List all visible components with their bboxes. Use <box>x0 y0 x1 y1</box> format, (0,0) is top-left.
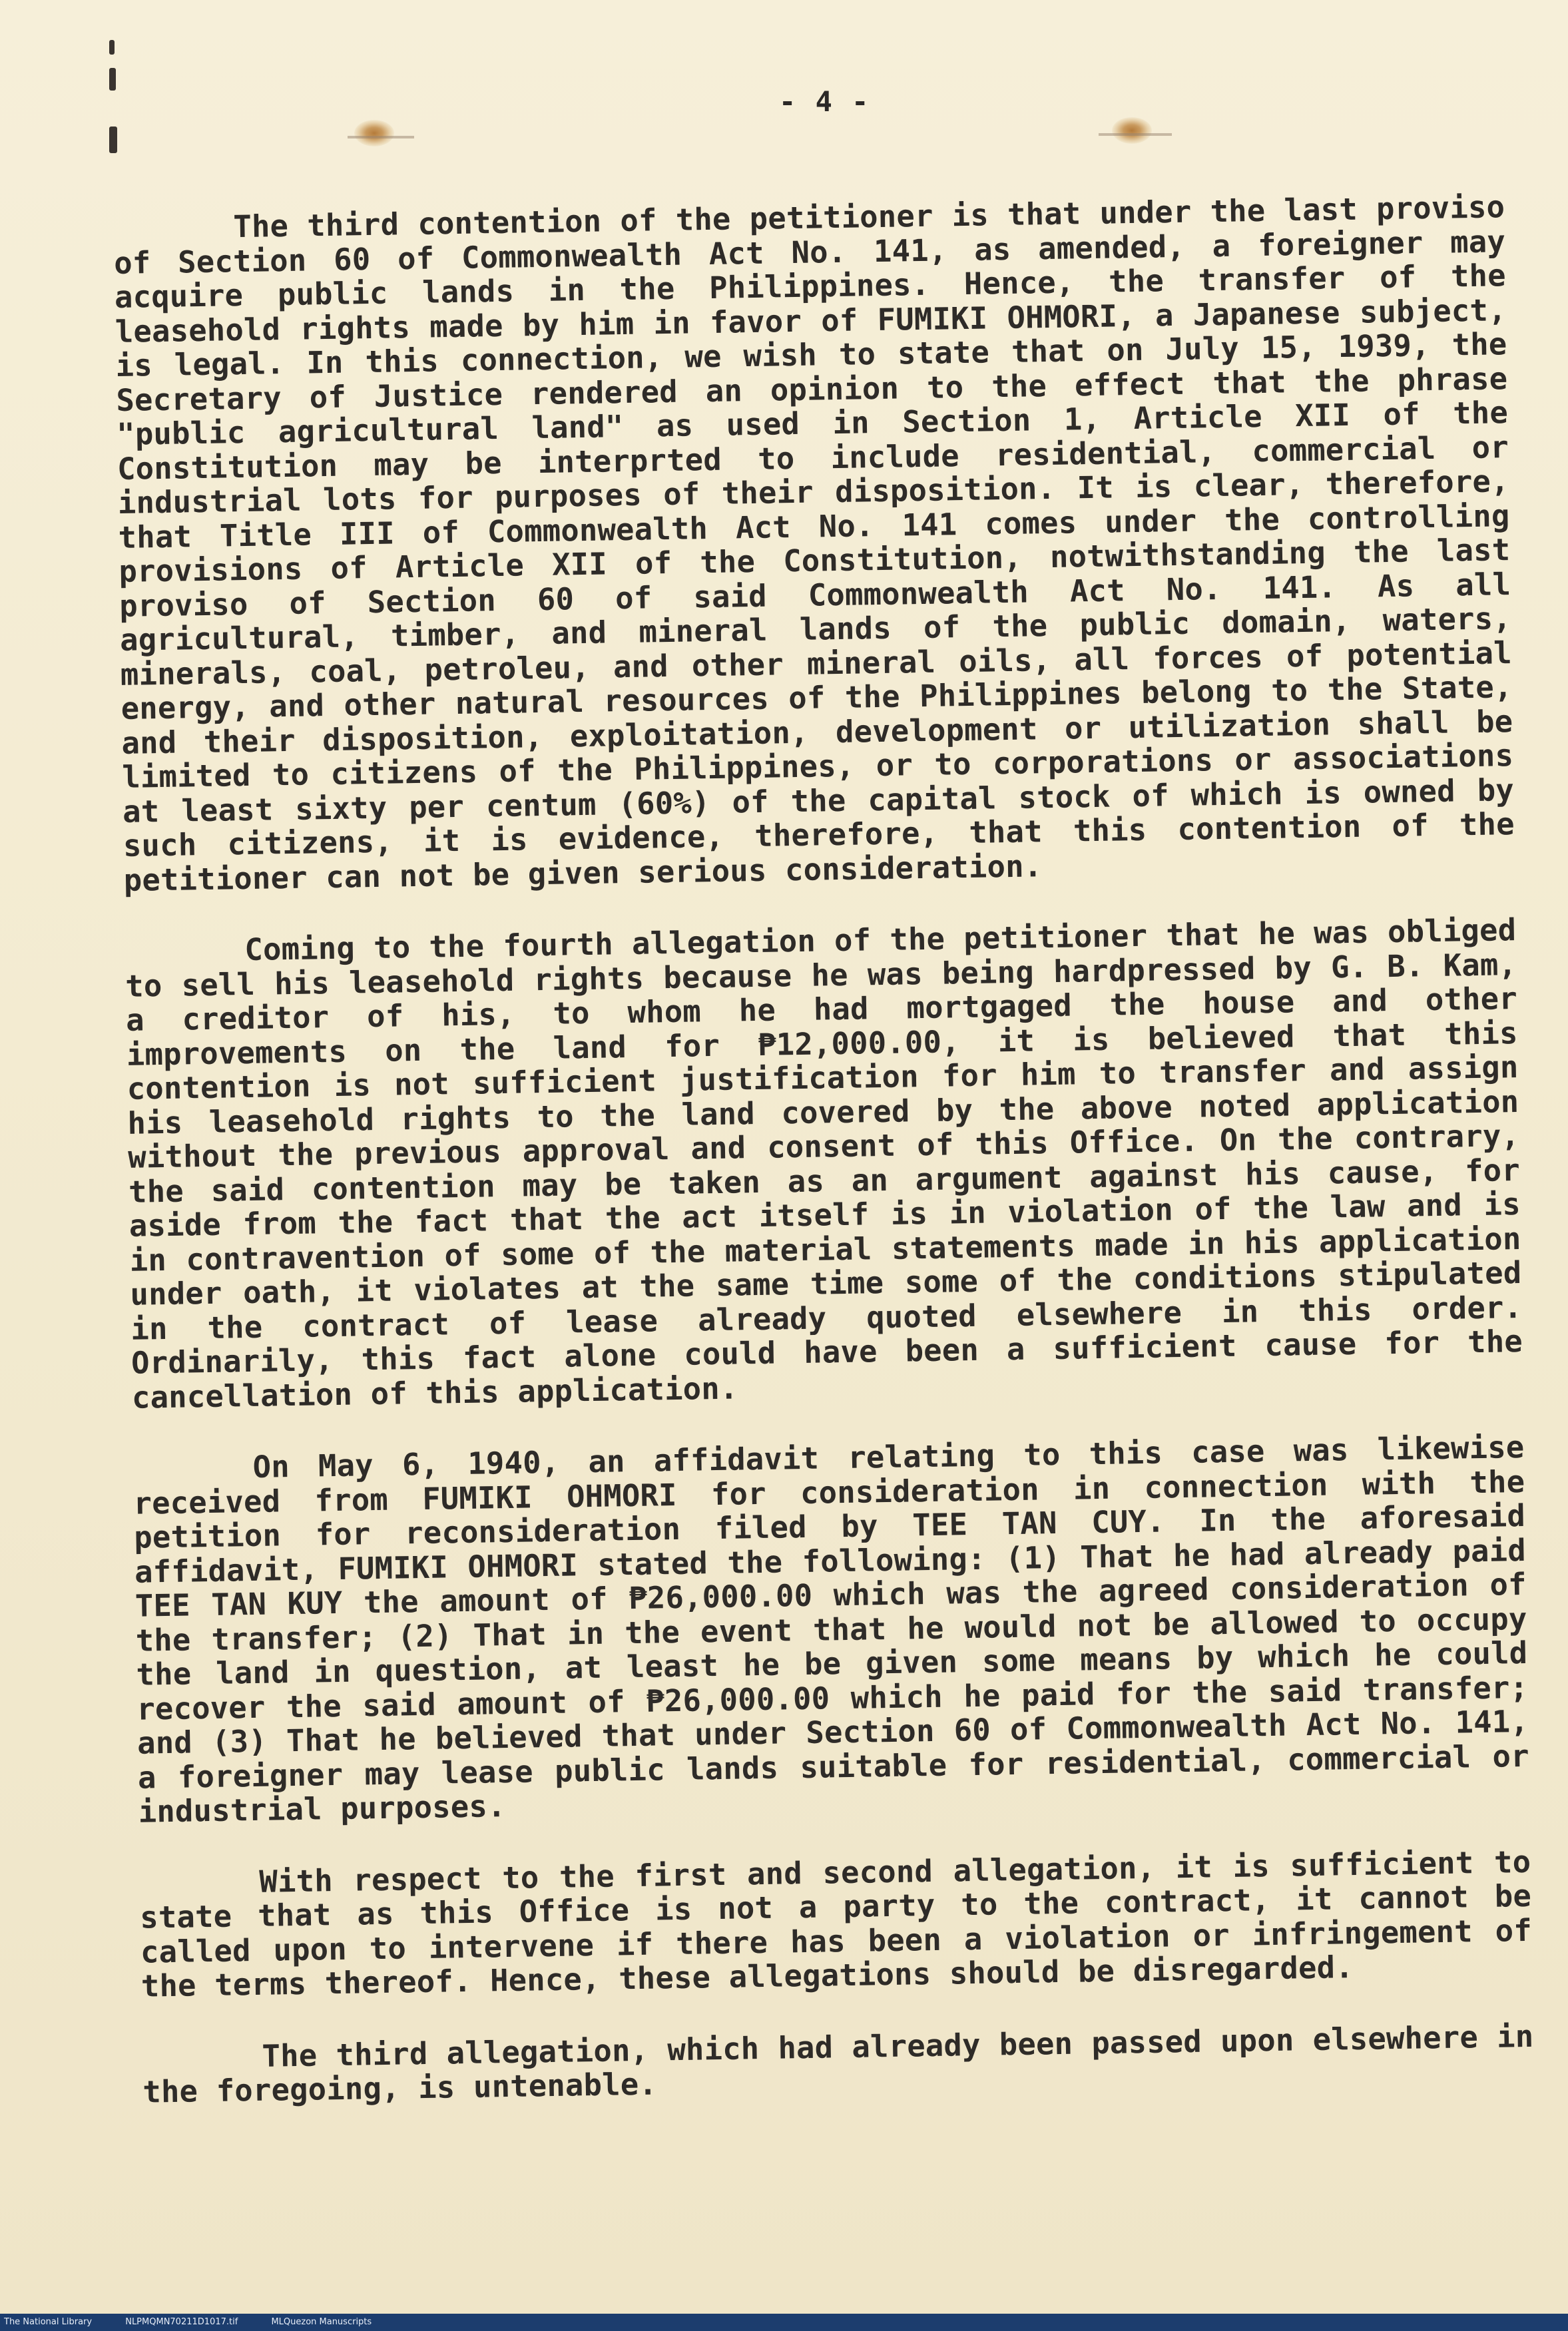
archive-footer-bar <box>0 2314 1568 2331</box>
footer-collection: MLQuezon Manuscripts <box>271 2317 372 2327</box>
document-body <box>113 190 1535 2147</box>
footer-library: The National Library <box>4 2317 93 2327</box>
punch-hole-right-mark <box>1099 133 1172 136</box>
paragraph-fourth-allegation: Coming to the fourth allegation of the petitioner that he was obliged to sell his leasehold rights because he was being hardpressed by G. B. Kam, a creditor of his, to whom he had mortgaged the house and other improvements on the land for ₱12,000.00, it is believed that this contention is not sufficient justification for him to transfer and assign his leasehold rights to the land covered by the above noted application without the previous approval and consent of this Office. On the contrary, the said contention may be taken as an argument against his cause, for aside from the fact that the act itself is in violation of the law and is in contravention of some of the material statements made in his application under oath, it violates at the same time some of the conditions stipulated in the contract of lease already quoted elsewhere in this order. Ordinarily, this fact alone could have been a sufficient cause for the cancellation of this application. <box>125 912 1523 1416</box>
edge-tear-mark <box>109 27 117 160</box>
paragraph-third-allegation: The third allegation, which had already been passed upon elsewhere in the foregoing, is untenable. <box>142 2018 1534 2110</box>
paragraph-affidavit: On May 6, 1940, an affidavit relating to this case was likewise received from FUMIKI OHMORI for consideration in connection with the petition for reconsideration filed by TEE TAN CUY. In the aforesaid affidavit, FUMIKI OHMORI stated the following: (1) That he had already paid TEE TAN KUY the amount of ₱26,000.00 which was the agreed consideration of the transfer; (2) That in the event that he would not be allowed to occupy the land in question, at least he be given some means by which he could recover the said amount of ₱26,000.00 which he paid for the said transfer; and (3) That he believed that under Section 60 of Commonwealth Act No. 141, a foreigner may lease public lands suitable for residential, commercial or industrial purposes. <box>133 1429 1530 1830</box>
punch-hole-left <box>354 120 394 146</box>
page-number: - 4 - <box>779 85 870 118</box>
paragraph-third-contention: The third contention of the petitioner is that under the last proviso of Section 60 of Commonwealth Act No. 141, as amended, a foreigner may acquire public lands in the Philippines. Hence, the transfer of the leasehold rights made by him in favor of FUMIKI OHMORI, a Japanese subject, is legal. In this connection, we wish to state that on July 15, 1939, the Secretary of Justice rendered an opinion to the effect that the phrase "public agricultural land" as used in Section 1, Article XII of the Constitution may be interprted to include residential, commercial or industrial lots for purposes of their disposition. It is clear, therefore, that Title III of Commonwealth Act No. 141 comes under the controlling provisions of Article XII of the Constitution, notwithstanding the last proviso of Section 60 of said Commonwealth Act No. 141. As all agricultural, timber, and mineral lands of the public domain, waters, minerals, coal, petroleu, and other mineral oils, all forces of potential energy, and other natural resources of the Philippines belong to the State, and their disposition, exploitation, development or utilization shall be limited to citizens of the Philippines, or to corporations or associations at least sixty per centum (60%) of the capital stock of which is owned by such citizens, it is evidence, therefore, that this contention of the petitioner can not be given serious consideration. <box>113 189 1515 898</box>
punch-hole-right <box>1112 117 1152 144</box>
footer-file-name: NLPMQMN70211D1017.tif <box>125 2317 238 2327</box>
paragraph-first-second-allegation: With respect to the first and second allegation, it is sufficient to state that as this Office is not a party to the contract, it cannot be called upon to intervene if there has been a violation or infringement of the terms thereof. Hence, these allegations should be disregarded. <box>139 1844 1533 2004</box>
punch-hole-left-mark <box>348 136 414 138</box>
